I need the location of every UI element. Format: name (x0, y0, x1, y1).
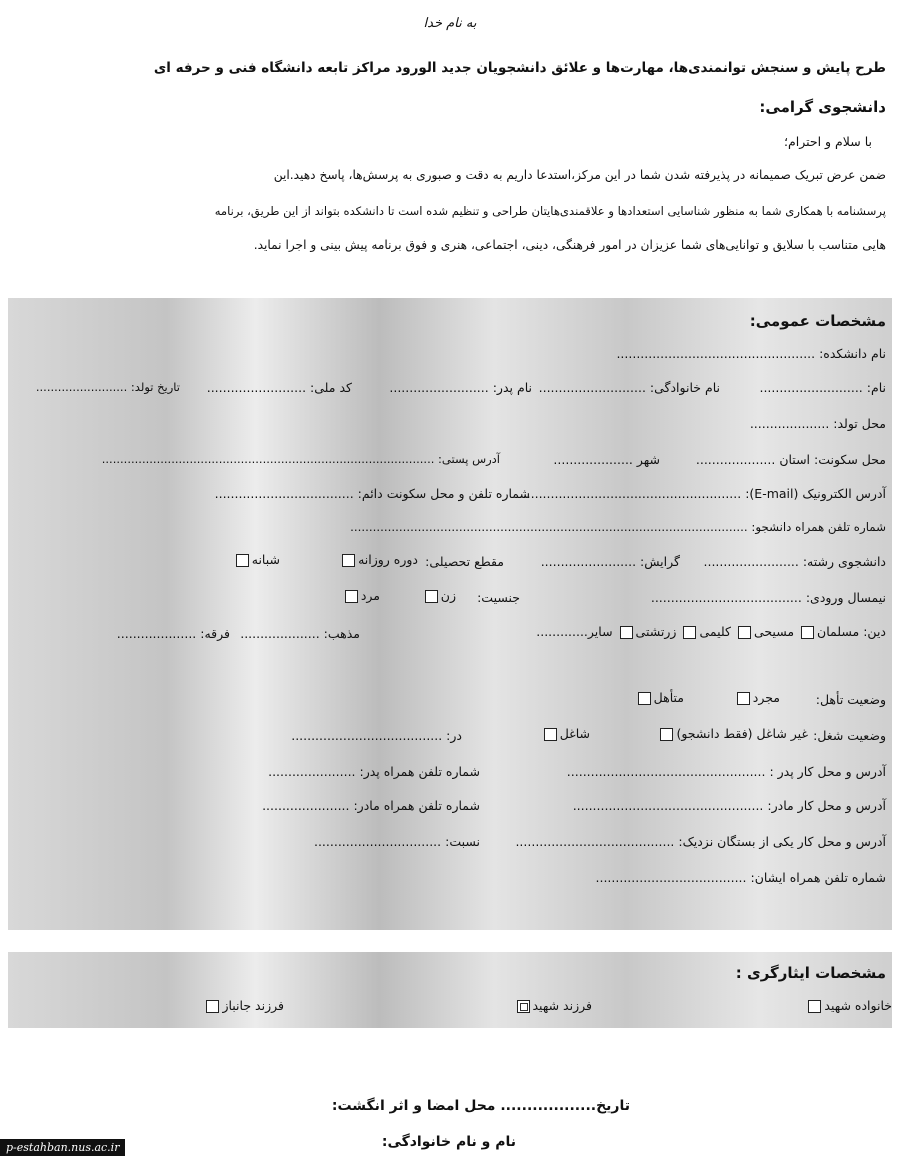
province-field[interactable]: محل سکونت: استان .................... (695, 452, 886, 467)
religion-label: دین: (863, 624, 886, 639)
other-religion-field[interactable]: سایر............. (536, 624, 613, 639)
intro-line-2: پرسشنامه با همکاری شما به منظور شناسایی استعدادها و علاقمندی‌هایتان طراحی و تنظیم شده است تا دانشکده بتواند از این طریق، برنامه (214, 204, 886, 218)
veteran-child-checkbox[interactable] (206, 1000, 219, 1013)
male-checkbox[interactable] (345, 590, 358, 603)
faculty-field[interactable]: نام دانشکده: .................................................. (616, 346, 886, 361)
branch-field[interactable]: گرایش: ........................ (540, 554, 680, 569)
city-field[interactable]: شهر .................... (553, 452, 660, 467)
night-course-option[interactable] (233, 552, 280, 567)
night-course-checkbox[interactable] (236, 554, 249, 567)
student-mobile-field[interactable]: شماره تلفن همراه دانشجو: .......................................................................................................... (350, 520, 886, 534)
intro-line-1: ضمن عرض تبریک صمیمانه در پذیرفته شدن شما در این مرکز،استدعا داریم به دقت و صبوری به پرسش‌ها، پاسخ دهید.این (273, 168, 886, 182)
married-label: متأهل (653, 690, 684, 705)
degree-label: مقطع تحصیلی: (425, 554, 504, 569)
employed-label: شاغل (559, 726, 590, 741)
sect-field[interactable]: مذهب: .................... (240, 626, 360, 641)
married-checkbox[interactable] (638, 692, 651, 705)
email-field[interactable]: آدرس الکترونیک (E-mail): ........................................................ (518, 486, 886, 501)
single-label: مجرد (752, 690, 780, 705)
veteran-child-option[interactable] (203, 998, 284, 1013)
female-checkbox[interactable] (425, 590, 438, 603)
martyr-child-label: فرزند شهید (532, 998, 592, 1013)
day-course-label: دوره روزانه (358, 552, 418, 567)
day-course-option[interactable] (339, 552, 418, 567)
job-label: وضعیت شغل: (813, 728, 886, 743)
single-option[interactable] (734, 690, 780, 705)
religion-row (536, 624, 886, 639)
relation-field[interactable]: نسبت: ................................ (313, 834, 480, 849)
relative-phone-field[interactable]: شماره تلفن همراه ایشان: ...................................... (595, 870, 886, 885)
date-signature-line: تاریخ.................. محل امضا و اثر انگشت: (331, 1098, 630, 1114)
bismillah: به نام خدا (423, 16, 477, 31)
mother-address-field[interactable]: آدرس و محل کار مادر: ................................................ (572, 798, 886, 813)
muslim-checkbox[interactable] (801, 626, 814, 639)
jewish-label: کلیمی (699, 624, 731, 639)
christian-checkbox[interactable] (738, 626, 751, 639)
father-name-field[interactable]: نام پدر: ......................... (389, 380, 532, 395)
father-phone-field[interactable]: شماره تلفن همراه پدر: ...................... (268, 764, 480, 779)
unemployed-option[interactable] (657, 726, 808, 741)
martyr-family-option[interactable] (805, 998, 892, 1013)
form-title: طرح پایش و سنجش توانمندی‌ها، مهارت‌ها و علائق دانشجویان جدید الورود مراکز تابعه دانشگاه فنی و حرفه ای (153, 60, 886, 76)
female-option[interactable] (422, 588, 456, 603)
female-label: زن (440, 588, 456, 603)
family-field[interactable]: نام خانوادگی: ........................... (538, 380, 720, 395)
martyr-child-option[interactable] (514, 998, 593, 1013)
martyr-family-checkbox[interactable] (808, 1000, 821, 1013)
greeting-title: دانشجوی گرامی: (759, 98, 886, 116)
father-address-field[interactable]: آدرس و محل کار پدر : .................................................. (566, 764, 886, 779)
night-course-label: شبانه (251, 552, 280, 567)
birth-date-field[interactable]: تاریخ تولد: ......................... (35, 380, 180, 394)
unemployed-checkbox[interactable] (660, 728, 673, 741)
zoroastrian-label: زرتشتی (635, 624, 677, 639)
martyr-child-checkbox[interactable] (517, 1000, 530, 1013)
relative-address-field[interactable]: آدرس و محل کار یکی از بستگان نزدیک: ........................................ (515, 834, 886, 849)
home-phone-field[interactable]: شماره تلفن و محل سکونت دائم: ................................... (214, 486, 530, 501)
employed-checkbox[interactable] (544, 728, 557, 741)
name-field[interactable]: نام: .......................... (759, 380, 886, 395)
general-info-title: مشخصات عمومی: (749, 312, 886, 330)
christian-label: مسیحی (753, 624, 795, 639)
married-option[interactable] (635, 690, 684, 705)
veteran-child-label: فرزند جانباز (222, 998, 284, 1013)
marital-label: وضعیت تأهل: (815, 692, 886, 707)
mother-phone-field[interactable]: شماره تلفن همراه مادر: ...................... (262, 798, 480, 813)
birth-place-field[interactable]: محل تولد: .................... (749, 416, 886, 431)
sacrifice-title: مشخصات ایثارگری : (735, 964, 886, 982)
muslim-label: مسلمان (817, 624, 860, 639)
postal-address-field[interactable]: آدرس پستی: ........................................................................................... (101, 452, 500, 466)
denomination-field[interactable]: فرقه: .................... (116, 626, 230, 641)
fullname-line: نام و نام خانوادگی: (381, 1134, 516, 1150)
unemployed-label: غیر شاغل (فقط دانشجو) (676, 726, 808, 741)
martyr-family-label: خانواده شهید (824, 998, 892, 1013)
intro-line-3: هایی متناسب با سلایق و توانایی‌های شما عزیزان در امور فرهنگی، دینی، اجتماعی، هنری و فوق برنامه پیش بینی و اجرا نماید. (253, 238, 886, 252)
gender-label: جنسیت: (477, 590, 520, 605)
male-option[interactable] (342, 588, 380, 603)
male-label: مرد (360, 588, 380, 603)
employed-option[interactable] (541, 726, 590, 741)
single-checkbox[interactable] (737, 692, 750, 705)
day-course-checkbox[interactable] (342, 554, 355, 567)
major-field[interactable]: دانشجوی رشته: ........................ (703, 554, 886, 569)
workplace-field[interactable]: در: ...................................... (291, 728, 462, 743)
zoroastrian-checkbox[interactable] (620, 626, 633, 639)
website-badge: p-estahban.nus.ac.ir (0, 1139, 125, 1156)
jewish-checkbox[interactable] (683, 626, 696, 639)
national-id-field[interactable]: کد ملی: ......................... (206, 380, 352, 395)
salutation: با سلام و احترام؛ (784, 134, 872, 149)
entry-semester-field[interactable]: نیمسال ورودی: ...................................... (650, 590, 886, 605)
